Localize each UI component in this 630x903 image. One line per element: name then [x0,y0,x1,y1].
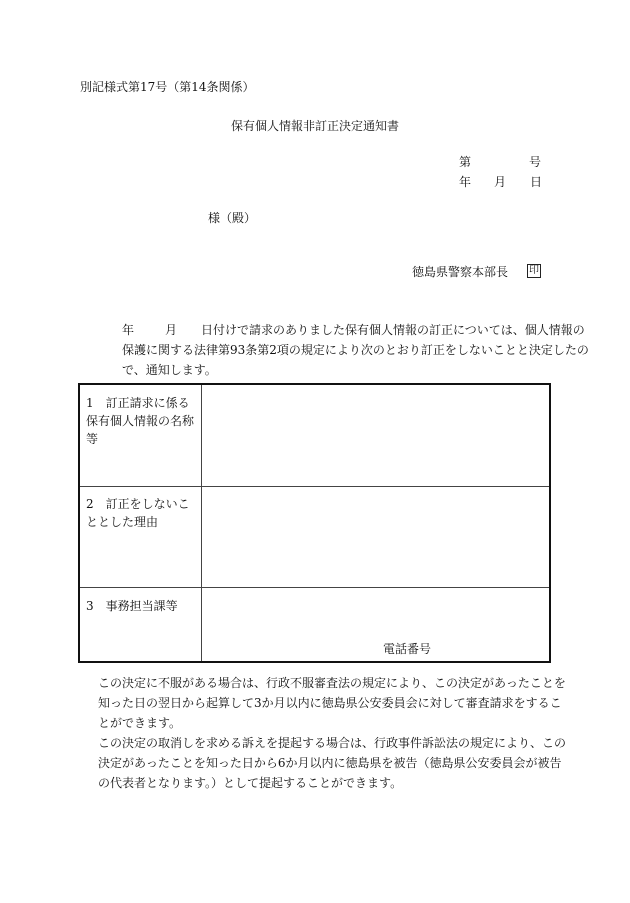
recipient-label: 様（殿） [208,211,257,225]
intro-text: 日付けで請求のありました保有個人情報の訂正については、個人情報の保護に関する法律第93条第2項の規定により次のとおり訂正をしないことと決定したので、通知します。 [122,323,589,377]
date-month-label: 月 [494,175,507,189]
row-label-info-name: 1 訂正請求に係る保有個人情報の名称等 [86,396,195,446]
issuer-name: 徳島県警察本部長 [412,265,509,279]
date-year-label: 年 [459,175,472,189]
phone-label: 電話番号 [383,642,432,656]
number-prefix: 第 [459,155,472,169]
date-day-label: 日 [530,175,543,189]
number-suffix: 号 [529,155,542,169]
lawsuit-note: この決定の取消しを求める訴えを提起する場合は、行政事件訴訟法の規定により、この決定があったことを知った日から6か月以内に徳島県を被告（徳島県公安委員会が被告の代表者となります。）として提起することができます。 [98,736,567,790]
document-title: 保有個人情報非訂正決定通知書 [230,119,399,133]
row-label-office: 3 事務担当課等 [86,599,178,613]
intro-paragraph [86,320,590,380]
decision-table [78,383,551,663]
intro-month: 月 [165,323,178,337]
seal-stamp: 印 [529,265,539,276]
intro-year: 年 [122,323,135,337]
column-divider [201,385,202,661]
row-label-reason: 2 訂正をしないこととした理由 [86,497,190,529]
form-number: 別記様式第17号（第14条関係） [80,80,255,94]
appeal-note: この決定に不服がある場合は、行政不服審査法の規定により、この決定があったことを知った日の翌日から起算して3か月以内に徳島県公安委員会に対して審査請求をすることができます。 [98,676,566,730]
